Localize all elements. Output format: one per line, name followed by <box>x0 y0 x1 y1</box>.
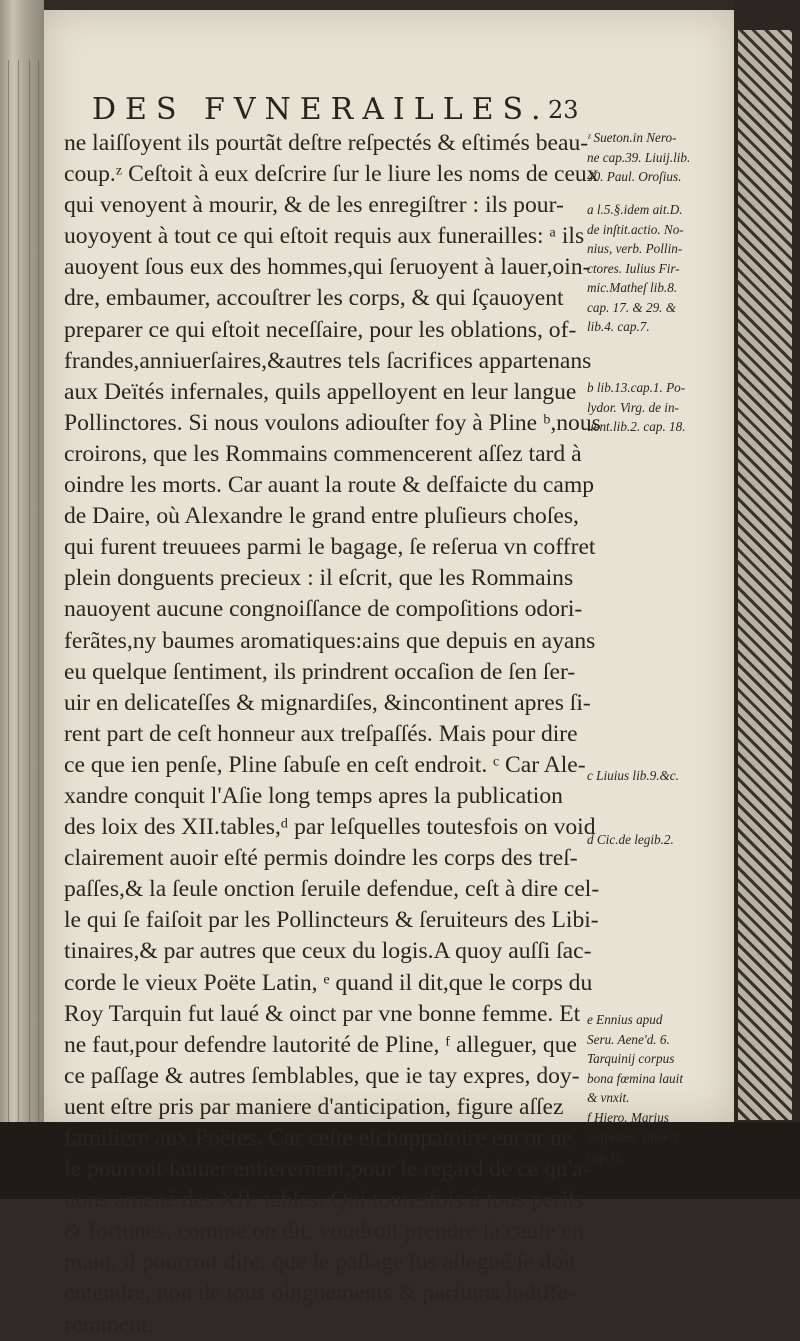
book-left-edge <box>0 0 44 1199</box>
text-line: familiere aux Poëtes. Car ceſte eſchappatoire encor ne <box>64 1125 573 1151</box>
text-line: frandes,anniuerſaires,&autres tels ſacrifices appartenans <box>64 347 592 374</box>
text-line: tinaires,& par autres que ceux du logis.A quoy auſſi ſac- <box>64 938 592 965</box>
text-line: nauoyent aucune congnoiſſance de compoſitions odori- <box>64 596 583 623</box>
note-line: 40. Paul. Oroſius. <box>587 169 682 184</box>
text-line: remment, <box>64 1311 154 1338</box>
note-line: f Hiero. Marius <box>587 1110 669 1125</box>
note-line: nius, verb. Pollin- <box>587 241 683 256</box>
note-line: ne cap.39. Liuij.lib. <box>587 149 691 165</box>
text-line: qui venoyent à mourir, & de les enregiſtrer : ils pour- <box>64 192 564 219</box>
margin-note <box>587 128 735 187</box>
margin-note <box>587 766 735 786</box>
text-line: qui furent treuuees parmi le bagage, ſe reſerua vn coffret <box>64 534 596 561</box>
margin-note <box>587 1010 735 1108</box>
text-line: uoyoyent à tout ce qui eſtoit requis aux funerailles: ᵃ ils <box>64 223 585 250</box>
text-line: uent eſtre pris par maniere d'anticipation, figure aſſez <box>64 1093 564 1120</box>
note-line: b lib.13.cap.1. Po- <box>587 380 686 395</box>
note-line: uent.lib.2. cap. 18. <box>587 419 686 434</box>
text-line: des loix des XII.tables,ᵈ par leſquelles toutesfois on void <box>64 814 596 841</box>
note-line: Tarquinij corpus <box>587 1051 675 1066</box>
text-line: plein donguents precieux : il eſcrit, que les Rommains <box>64 565 574 592</box>
text-line: aux Deïtés infernales, quils appelloyent en leur langue <box>64 378 577 405</box>
text-line: oindre les morts. Car auant la route & deſfaicte du camp <box>64 472 595 499</box>
text-line: coup.ᶻ Ceſtoit à eux deſcrire ſur le liure les noms de ceux <box>64 161 599 188</box>
text-line: le qui ſe faiſoit par les Pollincteurs & ſeruiteurs des Libi- <box>64 907 599 934</box>
text-line: ne faut,pour defendre lautorité de Pline, ᶠ alleguer, que <box>64 1031 578 1058</box>
text-line: dre, embaumer, accouſtrer les corps, & qui ſçauoyent <box>64 285 564 312</box>
text-line: Pollinctores. Si nous voulons adiouſter foy à Pline ᵇ,nous <box>64 409 601 436</box>
note-line: ᶻ Sueton.in Nero- <box>587 130 677 145</box>
text-line: ferãtes,ny baumes aromatiques:ains que depuis en ayans <box>64 627 596 654</box>
note-line: lydor. Virg. de in- <box>587 399 679 415</box>
text-line: auoyent ſous eux des hommes,qui ſeruoyent à lauer,oin- <box>64 254 591 281</box>
note-line: bona fœmina lauit <box>587 1070 683 1086</box>
page-number: 23 <box>548 96 579 124</box>
running-head: DES FVNERAILLES. <box>92 92 550 127</box>
note-line: cap. 17. & 29. & <box>587 299 677 315</box>
note-line: Seru. Aene'd. 6. <box>587 1031 670 1047</box>
note-line: mic.Matheſ lib.8. <box>587 280 678 295</box>
text-line: ne laiſſoyent ils pourtãt deſtre reſpectés & eſtimés beau- <box>64 130 589 156</box>
body-text <box>64 128 601 1341</box>
note-line: c Liuius lib.9.&c. <box>587 768 679 783</box>
text-line: de Daire, où Alexandre le grand entre pluſieurs choſes, <box>64 503 579 530</box>
note-line: e Ennius apud <box>587 1012 663 1027</box>
note-line: a l.5.§.idem ait.D. <box>587 202 683 217</box>
text-line: uir en delicateſſes & mignardiſes, &incontinent apres ſi- <box>64 689 591 716</box>
decorative-border <box>738 30 792 1120</box>
text-line: ce paſſage & autres ſemblables, que ie tay expres, doy- <box>64 1062 580 1089</box>
text-line: uons amené des XII. tables. Qui toutesfois à tous perils <box>64 1187 584 1214</box>
note-line: & vnxit. <box>587 1090 630 1105</box>
margin-note <box>587 200 735 337</box>
text-line: le pourroit ſauuer entierement,pour le regard de ce qu'a- <box>64 1156 591 1183</box>
note-line: de inſtit.actio. No- <box>587 221 684 237</box>
text-line: paſſes,& la ſeule onction ſeruile defendue, ceſt à dire cel- <box>64 876 600 903</box>
text-line: ce que ien penſe, Pline ſabuſe en ceſt endroit. ᶜ Car Ale- <box>64 751 586 778</box>
note-line: lib.4. cap.7. <box>587 319 650 334</box>
note-line: ctores. Iulius Fir- <box>587 260 680 276</box>
note-line: cap.1c. <box>587 1149 626 1164</box>
text-line: eu quelque ſentiment, ils prindrent occaſion de ſen ſer- <box>64 658 576 685</box>
note-line: miſcellan. liber 3. <box>587 1129 681 1145</box>
note-line: d Cic.de legib.2. <box>587 832 674 847</box>
text-line: Roy Tarquin fut laué & oinct par vne bonne femme. Et <box>64 1000 581 1027</box>
margin-note <box>587 830 735 850</box>
margin-note <box>587 378 735 437</box>
text-line: corde le vieux Poëte Latin, ᵉ quand il dit,que le corps du <box>64 969 593 996</box>
text-line: clairement auoir eſté permis doindre les corps des treſ- <box>64 845 578 872</box>
text-line: rent part de ceſt honneur aux treſpaſſés. Mais pour dire <box>64 720 578 747</box>
text-line: croirons, que les Rommains commencerent aſſez tard à <box>64 440 582 467</box>
text-line: entendre, non de tous oingnements & parfums indiffe- <box>64 1280 576 1307</box>
text-line: & fortunes, comme on dit, voudroit prendre ſa cauſe en <box>64 1218 584 1245</box>
text-line: main, il pourroit dire, que le paſſage ſus allegué ſe doit <box>64 1249 577 1276</box>
margin-note <box>587 1108 735 1167</box>
text-line: preparer ce qui eſtoit neceſſaire, pour les oblations, of- <box>64 316 577 343</box>
text-line: xandre conquit l'Aſie long temps apres la publication <box>64 782 563 809</box>
